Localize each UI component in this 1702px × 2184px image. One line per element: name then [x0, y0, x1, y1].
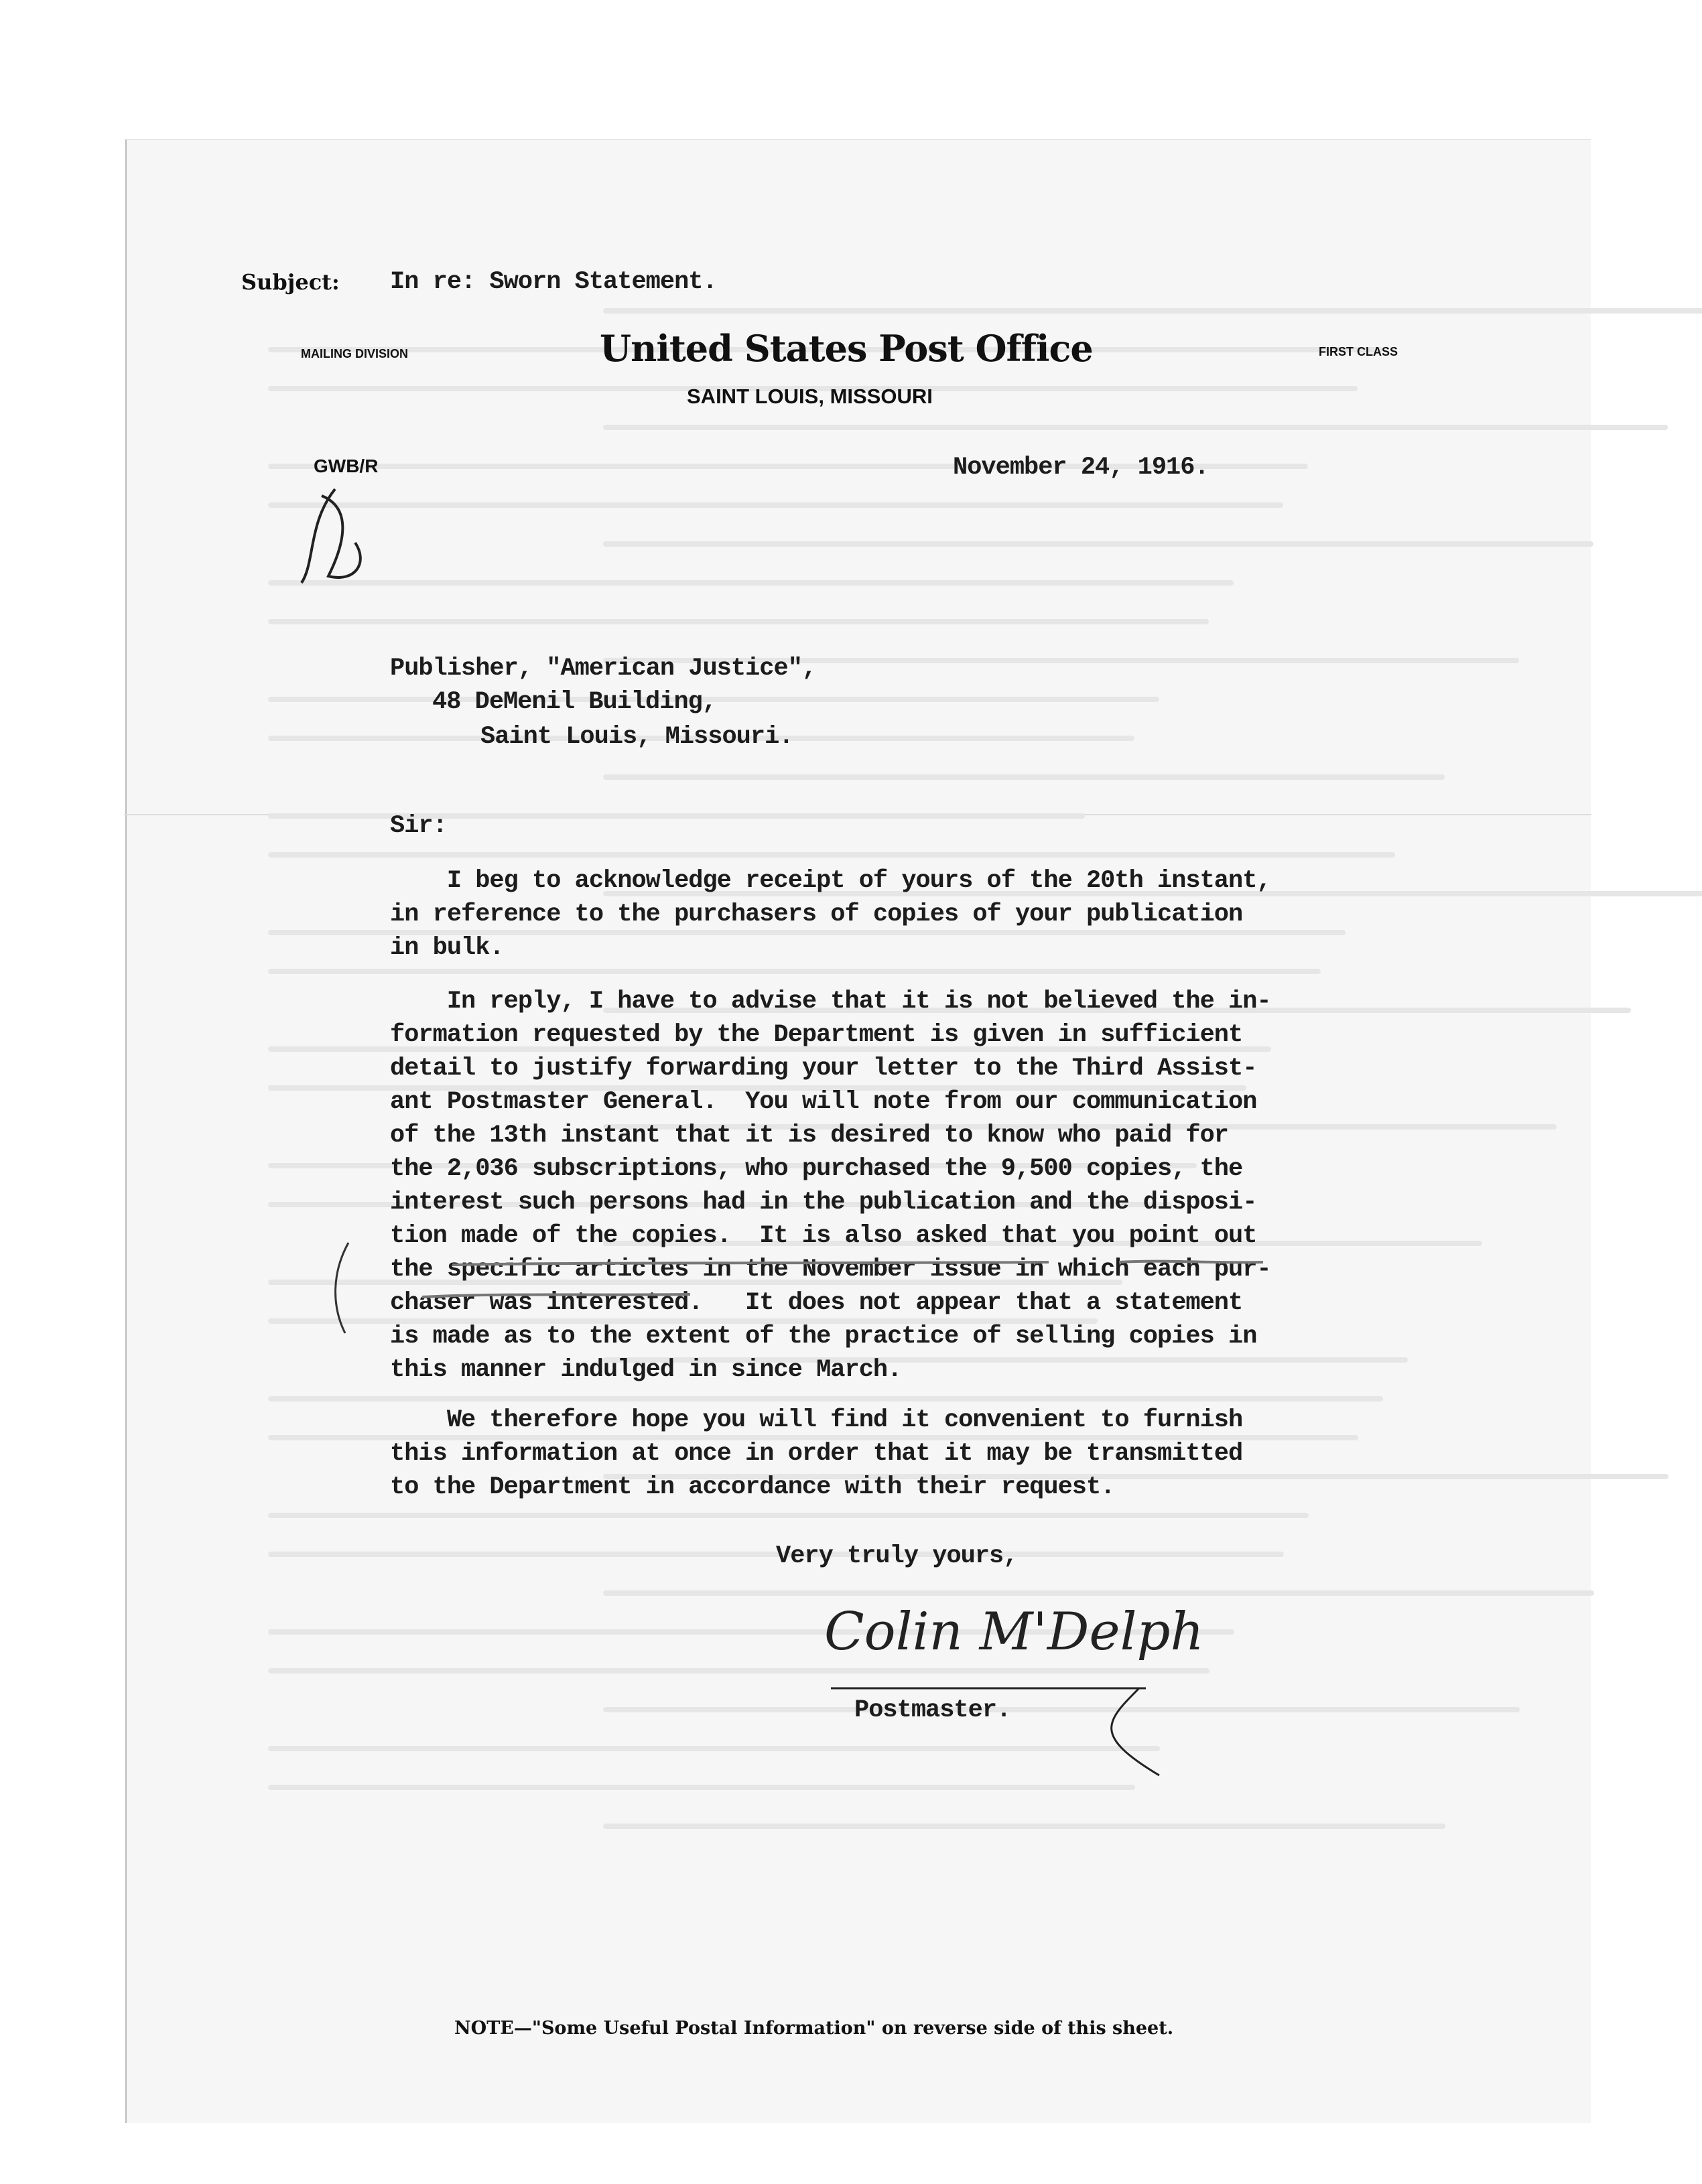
text-line: interest such persons had in the publication and the disposi-: [390, 1188, 1257, 1217]
text-line: detail to justify forwarding your letter to the Third Assist-: [390, 1054, 1257, 1083]
text-line: formation requested by the Department is given in sufficient: [390, 1021, 1243, 1049]
first-class-label: FIRST CLASS: [1319, 345, 1398, 358]
ghost-line: [268, 619, 1209, 624]
text-line: of the 13th instant that it is desired to know who paid for: [390, 1121, 1229, 1150]
text-line: I beg to acknowledge receipt of yours of the 20th instant,: [390, 867, 1271, 895]
signer-title: Postmaster.: [854, 1696, 1011, 1724]
text-line: ant Postmaster General. You will note from our communication: [390, 1088, 1257, 1116]
ghost-line: [603, 774, 1445, 780]
reference-initials: GWB/R: [314, 456, 379, 476]
letterhead-title: United States Post Office: [600, 327, 1093, 370]
address-line-2: 48 DeMenil Building,: [432, 688, 717, 716]
ghost-line: [603, 1590, 1594, 1596]
footer-note: NOTE—"Some Useful Postal Information" on reverse side of this sheet.: [454, 2018, 1174, 2039]
text-line: tion made of the copies. It is also asked that you point out: [390, 1222, 1257, 1250]
letter-date: November 24, 1916.: [953, 454, 1209, 482]
text-line: this information at once in order that it may be transmitted: [390, 1440, 1243, 1468]
text-line: to the Department in accordance with their request.: [390, 1473, 1115, 1501]
text-line: We therefore hope you will find it convenient to furnish: [390, 1406, 1243, 1434]
initials-monogram: [295, 482, 389, 590]
text-line: in reference to the purchasers of copies of your publication: [390, 900, 1243, 929]
text-line: in bulk.: [390, 934, 504, 962]
ghost-line: [603, 308, 1702, 314]
ghost-line: [268, 580, 1234, 586]
closing: Very truly yours,: [776, 1542, 1018, 1570]
ghost-line: [268, 1396, 1383, 1402]
text-line: this manner indulged in since March.: [390, 1356, 902, 1384]
subject-text: In re: Sworn Statement.: [390, 268, 717, 296]
paragraph-1: [390, 864, 1271, 965]
ghost-line: [268, 1513, 1309, 1518]
text-line: is made as to the extent of the practice of selling copies in: [390, 1322, 1257, 1351]
ghost-line: [268, 1668, 1209, 1674]
text-line: chaser was interested. It does not appear that a statement: [390, 1289, 1243, 1317]
signature: Colin M'Delph: [824, 1602, 1204, 1662]
ghost-line: [603, 541, 1593, 547]
mailing-division-label: MAILING DIVISION: [301, 347, 409, 360]
paragraph-3: [390, 1404, 1242, 1504]
salutation: Sir:: [390, 812, 447, 840]
address-line-3: Saint Louis, Missouri.: [480, 723, 793, 751]
ghost-line: [268, 852, 1395, 858]
ghost-line: [268, 502, 1283, 508]
pencil-annotations: [328, 1233, 1333, 1353]
ghost-line: [603, 425, 1668, 430]
letterhead-city: SAINT LOUIS, MISSOURI: [687, 385, 933, 408]
address-line-1: Publisher, "American Justice",: [390, 655, 817, 683]
text-line: the specific articles in the November issue in which each pur-: [390, 1255, 1271, 1284]
subject-label: Subject:: [241, 269, 340, 295]
text-line: the 2,036 subscriptions, who purchased the 9,500 copies, the: [390, 1155, 1243, 1183]
ghost-line: [268, 969, 1321, 974]
text-line: In reply, I have to advise that it is not believed the in-: [390, 987, 1271, 1016]
ghost-line: [603, 1824, 1445, 1829]
